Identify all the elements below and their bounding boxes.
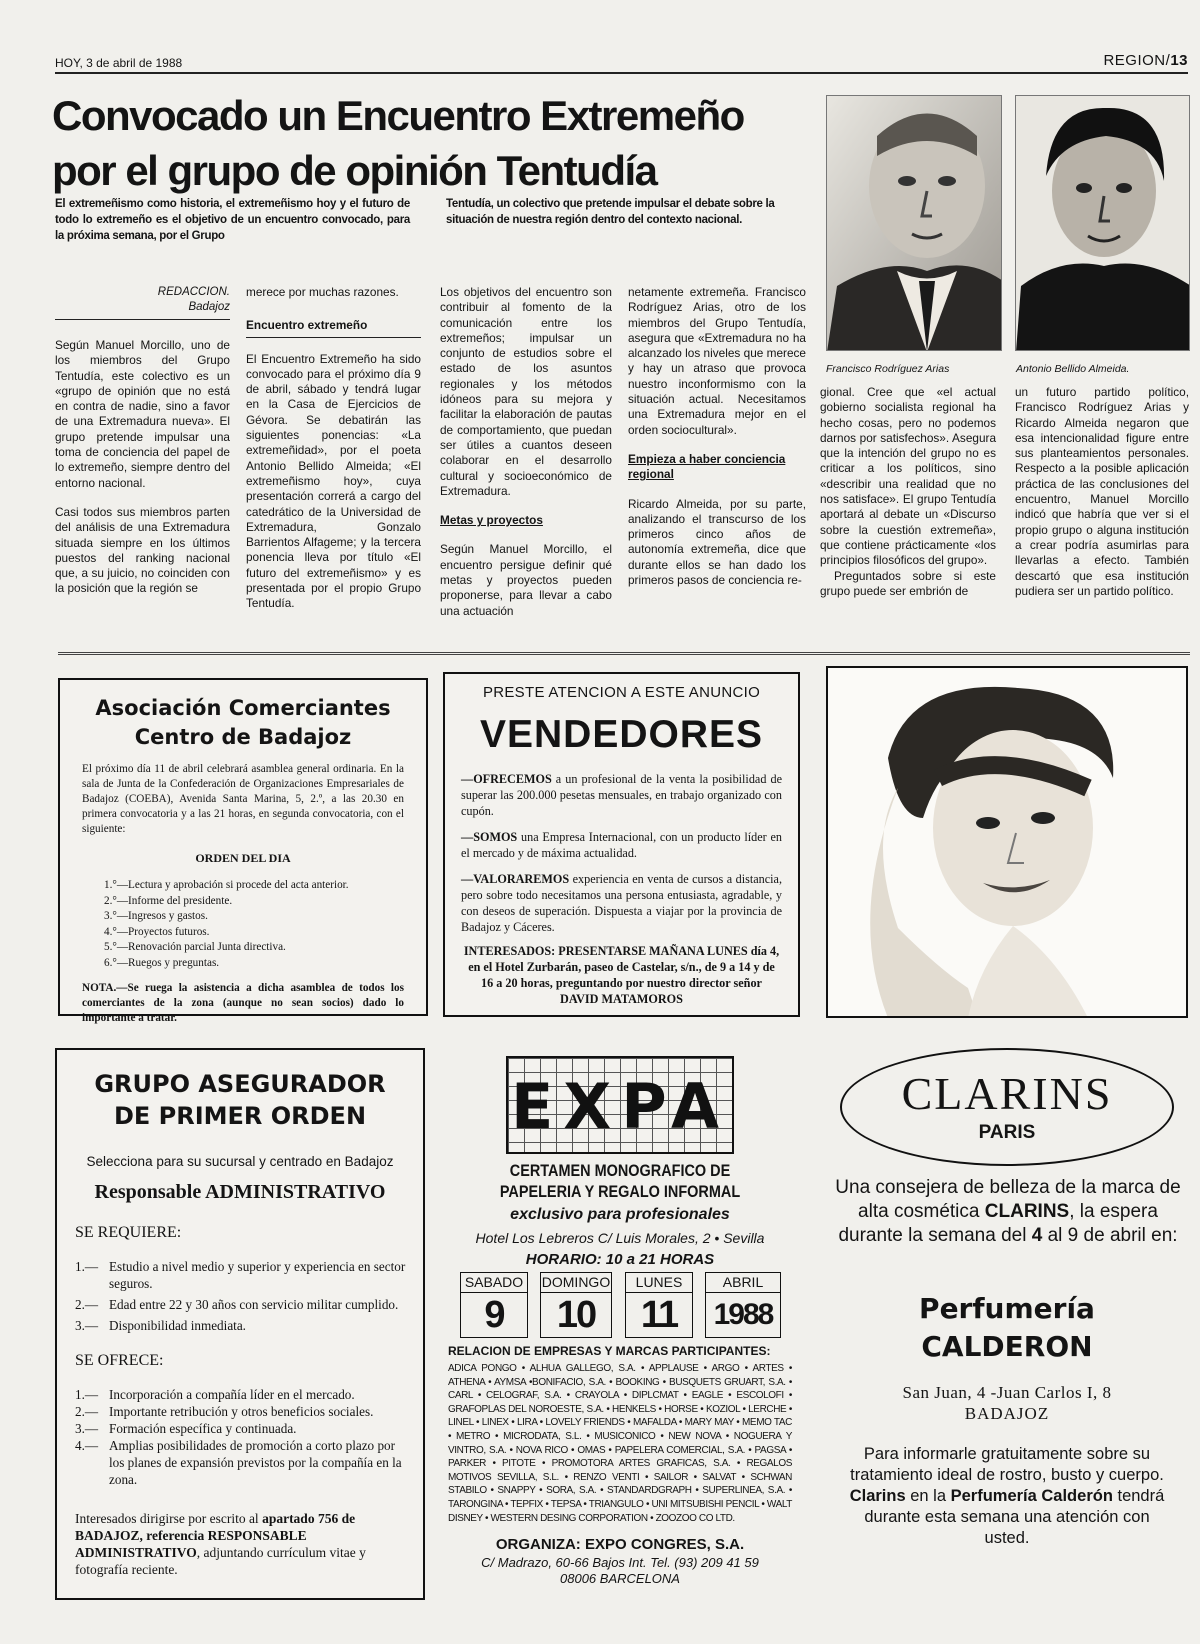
woman-portrait-image <box>828 668 1188 1018</box>
expo-subtitle: exclusivo para profesionales <box>510 1206 730 1223</box>
agenda-item: 5.°—Renovación parcial Junta directiva. <box>104 941 286 953</box>
participants-list: ADICA PONGO • ALHUA GALLEGO, S.A. • APPLAUSE • ARGO • ARTES • ATHENA • AYMSA •BONIFACIO, S.A. • BOOKING • BUSQUETS GRUART, S.A. • CARL • CELOGRAF, S.A. • CRAYOLA • DIPLCMAT • EAGLE • ESCOLOFI • GRAFOPLAS DEL NOROESTE, S.A. • HENKELS • HORSE • KOZIOL • LERCHE • LINEL • LINEX • LIRA • LOVELY FRIENDS • MAFALDA • MARY MAY • MEMO TAC • METRO • MICRODATA, S.L. • MUSICONICO • NEW NOVA • NOGUERA Y VINTRO, S.A. • NOVA RICO • OMAS • PAPELERA COMERCIAL, S.A. • PAGSA • PARKER • PITOTE • PROMOTORA ARTES GRAFICAS, S.A. • REGALOS MOTIVOS SEVILLA, S.L. • RENZO VENTI • SAILOR • SALVAT • SCHWAN STABILO • SNAPPY • SORA, S.A. • STANDARDGRAPH • SUPERLINEA, S.A. • TARONGINA • TEPFIX • TEPSA • TRIANGULO • UNI MITSUBISHI PENCIL • WALT DISNEY • WESTERN DESING CORPORATION • ZOOZOO CO LTD. <box>448 1363 792 1524</box>
date-box-monday <box>625 1272 693 1338</box>
requirements-text: experiencia en venta de cursos a distancia, pero sobre todo necesitamos una persona entusiasta, agradable, y con deseos de superación. Dispuesta a viajar por la provincia de Badajoz y Cáceres. <box>461 872 782 934</box>
company-paragraph <box>461 829 782 861</box>
byline-city: Badajoz <box>188 301 230 313</box>
offer-item <box>75 1437 413 1488</box>
article-lede-right: Tentudía, un colectivo que pretende impulsar el debate sobre la situación de nuestra región dentro del contexto nacional. <box>446 198 775 226</box>
page-number: 13 <box>1170 52 1188 69</box>
offers-list <box>67 1386 413 1488</box>
photo-caption-2: Antonio Bellido Almeida. <box>1016 363 1130 375</box>
ad-title-line-1: GRUPO ASEGURADOR <box>94 1070 386 1098</box>
section-name: REGION/ <box>1103 52 1171 69</box>
portrait-man-2-image <box>1016 96 1190 351</box>
closing-reference: apartado 756 de BADAJOZ, referencia RESPONSABLE ADMINISTRATIVO <box>75 1511 356 1560</box>
requirement-item <box>75 1296 413 1313</box>
item-text: Incorporación a compañía líder en el mercado. <box>109 1387 355 1402</box>
photo-francisco-rodriguez-arias <box>826 95 1002 351</box>
date: 4 <box>1031 1225 1043 1246</box>
item-text: Edad entre 22 y 30 años con servicio militar cumplido. <box>109 1297 399 1312</box>
photo-antonio-bellido-almeida <box>1015 95 1190 351</box>
item-text: Estudio a nivel medio y superior y experiencia en sector seguros. <box>109 1259 406 1291</box>
date-value: 1988 <box>713 1298 773 1331</box>
participants-title: RELACION DE EMPRESAS Y MARCAS PARTICIPANTES: <box>448 1344 771 1358</box>
text: , la espera durante la semana del <box>838 1201 1158 1246</box>
ad-clarins <box>826 1048 1188 1600</box>
clarins-text-1 <box>834 1176 1182 1248</box>
offer-text: a un profesional de la venta la posibilidad de superar las 200.000 pesetas mensuales, en trabajo organizado con cupón. <box>461 772 782 818</box>
expo-logo <box>506 1056 734 1154</box>
offer-paragraph <box>461 771 782 819</box>
ad-title-line-1: Asociación Comerciantes <box>95 696 391 720</box>
requirements-title: SE REQUIERE: <box>75 1224 182 1241</box>
text: de abril en: <box>1078 1225 1178 1246</box>
article-column-4 <box>628 285 806 602</box>
offer-item <box>75 1386 413 1403</box>
clarins-logo-oval <box>840 1048 1174 1166</box>
clarins-brand: CLARINS <box>901 1068 1113 1119</box>
portrait-man-1-image <box>827 96 1002 351</box>
paragraph: Preguntados sobre si este grupo puede ser embrión de <box>820 568 996 598</box>
requirements-paragraph <box>461 871 782 935</box>
photo-caption-1: Francisco Rodríguez Arias <box>826 363 950 375</box>
text: tendrá durante esta semana una atención con usted. <box>864 1487 1165 1547</box>
masthead-section <box>1103 52 1188 69</box>
position-title: Responsable ADMINISTRATIVO <box>94 1181 386 1203</box>
paragraph: El Encuentro Extremeño ha sido convocado para el próximo día 9 de abril, sábado y tendrá lugar en la Casa de Ejercicios de Gévora. Se debatirán las siguientes ponencias: «La extremeñidad», por el poeta Antonio Bellido Almeida; «El extremeñismo hoy», cuya presentación correrá a cargo del catedrático de la Universidad de Extremadura, Gonzalo Barrientos Alfageme; y la tercera ponencia lleva por título «El futuro del extremeñismo» y es presentada por el propio Grupo Tentudía. <box>246 351 421 611</box>
expo-hours: HORARIO: 10 a 21 HORAS <box>525 1251 715 1268</box>
paragraph: Casi todos sus miembros parten del análisis de una Extremadura situada siempre en los últimos puestos del ranking nacional que, a su juicio, no coinciden con la posición que la región se <box>55 504 230 596</box>
item-text: Amplias posibilidades de promoción a corto plazo por los planes de expansión previstos por la compañía en la zona. <box>109 1438 402 1487</box>
paragraph: Según Manuel Morcillo, uno de los miembros del Grupo Tentudía, este colectivo es un «grupo de opinión que no está en contra de nadie, sino a favor de una Extremadura nueva». El grupo pretende impulsar una toma de conciencia del papel de lo extremeño, siempre dentro del entorno nacional. <box>55 338 230 490</box>
ad-grupo-asegurador <box>55 1048 425 1600</box>
ad-title <box>67 1068 413 1132</box>
subheading: Encuentro extremeño <box>246 318 421 337</box>
agenda-list <box>82 878 404 971</box>
headline-line-2: por el grupo de opinión Tentudía <box>52 147 657 194</box>
paragraph: Según Manuel Morcillo, el encuentro persigue definir qué metas y proyectos pueden proponerse, para llevar a cabo una actuación <box>440 542 612 618</box>
contact-paragraph: INTERESADOS: PRESENTARSE MAÑANA LUNES día 4, en el Hotel Zurbarán, paseo de Castelar, s/n., de 9 a 14 y de 16 a 20 horas, preguntando por nuestro director señor DAVID MATAMOROS <box>463 944 780 1006</box>
subheading: Empieza a haber conciencia regional <box>628 451 786 482</box>
brand: CLARINS <box>984 1201 1070 1222</box>
date-box-sunday <box>540 1272 612 1338</box>
item-text: Formación específica y continuada. <box>109 1421 297 1436</box>
expo-title: CERTAMEN MONOGRAFICO DE PAPELERIA Y REGALO INFORMAL <box>499 1161 741 1201</box>
clarins-city: PARIS <box>978 1122 1036 1143</box>
article-column-3 <box>440 285 612 633</box>
subheading: Metas y proyectos <box>440 513 543 528</box>
date-label: DOMINGO <box>541 1273 611 1293</box>
ad-expo <box>440 1048 800 1600</box>
ad-photo-woman <box>826 666 1188 1018</box>
agenda-item: 2.°—Informe del presidente. <box>104 894 233 907</box>
offer-item <box>75 1403 413 1420</box>
article-column-6 <box>1015 385 1189 613</box>
store-address: San Juan, 4 -Juan Carlos I, 8 <box>902 1383 1112 1402</box>
byline-agency: REDACCION. <box>157 286 230 298</box>
agenda-item: 6.°—Ruegos y preguntas. <box>104 956 220 969</box>
expo-organizer: ORGANIZA: EXPO CONGRES, S.A. <box>495 1536 745 1553</box>
date-box-saturday <box>460 1272 528 1338</box>
agenda-item: 3.°—Ingresos y gastos. <box>104 910 208 922</box>
store-name-line-2: CALDERON <box>921 1330 1093 1363</box>
date-value: 10 <box>556 1294 596 1336</box>
text: al <box>1042 1225 1068 1246</box>
ad-intro: Selecciona para su sucursal y centrado en Badajoz <box>86 1154 394 1169</box>
item-number: 1.— <box>75 1259 99 1274</box>
requirements-lead: —VALORAREMOS <box>461 872 570 886</box>
date-value: 9 <box>484 1294 504 1336</box>
item-number: 3.— <box>75 1318 99 1333</box>
requirement-item <box>75 1317 413 1334</box>
closing-text: , adjuntando currículum vitae y fotografía reciente. <box>75 1545 366 1577</box>
text: en la <box>905 1487 951 1505</box>
article-column-1 <box>55 285 230 611</box>
expo-logo-text: EXPA <box>511 1070 729 1143</box>
brand: Clarins <box>849 1487 906 1505</box>
date-label: ABRIL <box>706 1273 780 1293</box>
offer-item <box>75 1420 413 1437</box>
company-text: una Empresa Internacional, con un producto líder en el mercado y de máxima actualidad. <box>461 830 782 860</box>
article-headline <box>52 88 792 198</box>
date-value: 11 <box>640 1294 678 1336</box>
paragraph: Ricardo Almeida, por su parte, analizando el transcurso de los primeros cinco años de autonomía extremeña, dice que durante ellos se han dado los primeros pasos de conciencia re- <box>628 496 806 588</box>
item-number: 1.— <box>75 1387 99 1402</box>
ad-title: VENDEDORES <box>479 713 764 756</box>
agenda-title: ORDEN DEL DIA <box>195 851 291 865</box>
store-name-line-1: Perfumería <box>919 1292 1095 1325</box>
ad-body: El próximo día 11 de abril celebrará asamblea general ordinaria. En la sala de Junta de la Confederación de Organizaciones Empresariales de Badajoz (COEBA), Avenida Santa Marina, 5, 2.º, a las 20.30 en primera convocatoria y a las 21 horas, en segunda convocatoria, con el siguiente: <box>82 763 404 835</box>
item-text: Disponibilidad inmediata. <box>109 1318 246 1333</box>
expo-address-1: C/ Madrazo, 60-66 Bajos Int. Tel. (93) 209 41 59 <box>481 1555 759 1570</box>
article-byline <box>55 285 230 320</box>
ad-title-line-2: Centro de Badajoz <box>134 725 352 749</box>
paragraph: netamente extremeña. Francisco Rodríguez Arias, otro de los miembros del Grupo Tentudía, asegura que «Extremadura no ha alcanzado los niveles que merece y hay un atraso que provoca nuestro inconformismo con la situación actual. Necesitamos una Extremadura mejor en el orden sociocultural». <box>628 285 806 437</box>
date-label: SABADO <box>461 1273 527 1293</box>
article-column-2 <box>246 285 421 626</box>
paragraph: merece por muchas razones. <box>246 285 399 299</box>
date: 9 <box>1067 1225 1079 1246</box>
agenda-item: 1.°—Lectura y aprobación si procede del acta anterior. <box>104 879 349 891</box>
paragraph: un futuro partido político, Francisco Rodríguez Arias y Ricardo Almeida negaron que esa intencionalidad figure entre sus planteamientos personales. Respecto a la posible aplicación práctica de las conclusiones del encuentro, Manuel Morcillo indicó que habría que ver si el propio grupo o alguna institución a crear podría asumirlas para llevarlas a efecto. También descartó que esa institución pudiera ser un partido político. <box>1015 385 1189 598</box>
clarins-text-2 <box>840 1444 1174 1549</box>
section-divider <box>58 652 1190 655</box>
expo-address-2: 08006 BARCELONA <box>560 1571 680 1586</box>
closing-text: Interesados dirigirse por escrito al <box>75 1511 263 1526</box>
company-lead: —SOMOS <box>461 830 518 844</box>
text: Una consejera de belleza de la marca de alta cosmética <box>835 1177 1181 1222</box>
ad-note: NOTA.—Se ruega la asistencia a dicha asamblea de todos los comerciantes de la zona (aunque no sean socios) dado lo importante a tratar. <box>82 982 404 1024</box>
item-number: 4.— <box>75 1438 99 1453</box>
date-box-year <box>705 1272 781 1338</box>
store-name <box>826 1290 1188 1366</box>
ad-vendedores <box>443 672 800 1017</box>
masthead-date: HOY, 3 de abril de 1988 <box>55 56 183 70</box>
ad-asociacion-comerciantes <box>58 678 428 1024</box>
offers-title: SE OFRECE: <box>75 1352 164 1369</box>
store: Perfumería Calderón <box>950 1487 1113 1505</box>
offer-lead: —OFRECEMOS <box>461 772 552 786</box>
item-number: 3.— <box>75 1421 99 1436</box>
ad-closing <box>67 1510 413 1578</box>
store-city: BADAJOZ <box>964 1404 1050 1423</box>
paragraph: gional. Cree que «el actual gobierno socialista regional ha hecho cosas, pero no podemos darnos por satisfechos». Asegura que la intención del grupo no es criticar a los políticos, sino «describir una realidad que no nos satisface». El grupo Tentudía aportará al debate un «Discurso sobre la cuestión extremeña», que contiene prácticamente «los principios filosóficos del grupo». <box>820 385 996 568</box>
item-number: 2.— <box>75 1404 99 1419</box>
item-number: 2.— <box>75 1297 99 1312</box>
paragraph: Los objetivos del encuentro son contribuir al fomento de la comunicación entre los extremeños; impulsar un conjunto de estudios sobre el estado de los asuntos regionales y los métodos idóneos para su mejora y facilitar la elaboración de pautas de comportamiento, que puedan ser útiles a cuantos deseen colaborar en el desarrollo cultural y socioeconómico de Extremadura. <box>440 285 612 498</box>
requirements-list <box>67 1258 413 1334</box>
item-text: Importante retribución y otros beneficios sociales. <box>109 1404 374 1419</box>
date-label: LUNES <box>626 1273 692 1293</box>
article-lede-left: El extremeñismo como historia, el extremeñismo hoy y el futuro de todo lo extremeño es el objetivo de un encuentro convocado, para la próxima semana, por el Grupo <box>55 198 410 242</box>
expo-venue: Hotel Los Lebreros C/ Luis Morales, 2 • Sevilla <box>475 1230 765 1246</box>
requirement-item <box>75 1258 413 1292</box>
agenda-item: 4.°—Proyectos futuros. <box>104 925 210 938</box>
headline-line-1: Convocado un Encuentro Extremeño <box>52 92 744 139</box>
article-column-5 <box>820 385 996 613</box>
masthead <box>55 52 1188 74</box>
text: Para informarle gratuitamente sobre su tratamiento ideal de rostro, busto y cuerpo. <box>850 1445 1164 1484</box>
ad-title <box>82 694 404 752</box>
ad-title-line-2: DE PRIMER ORDEN <box>113 1102 367 1130</box>
ad-kicker: PRESTE ATENCION A ESTE ANUNCIO <box>482 684 761 701</box>
